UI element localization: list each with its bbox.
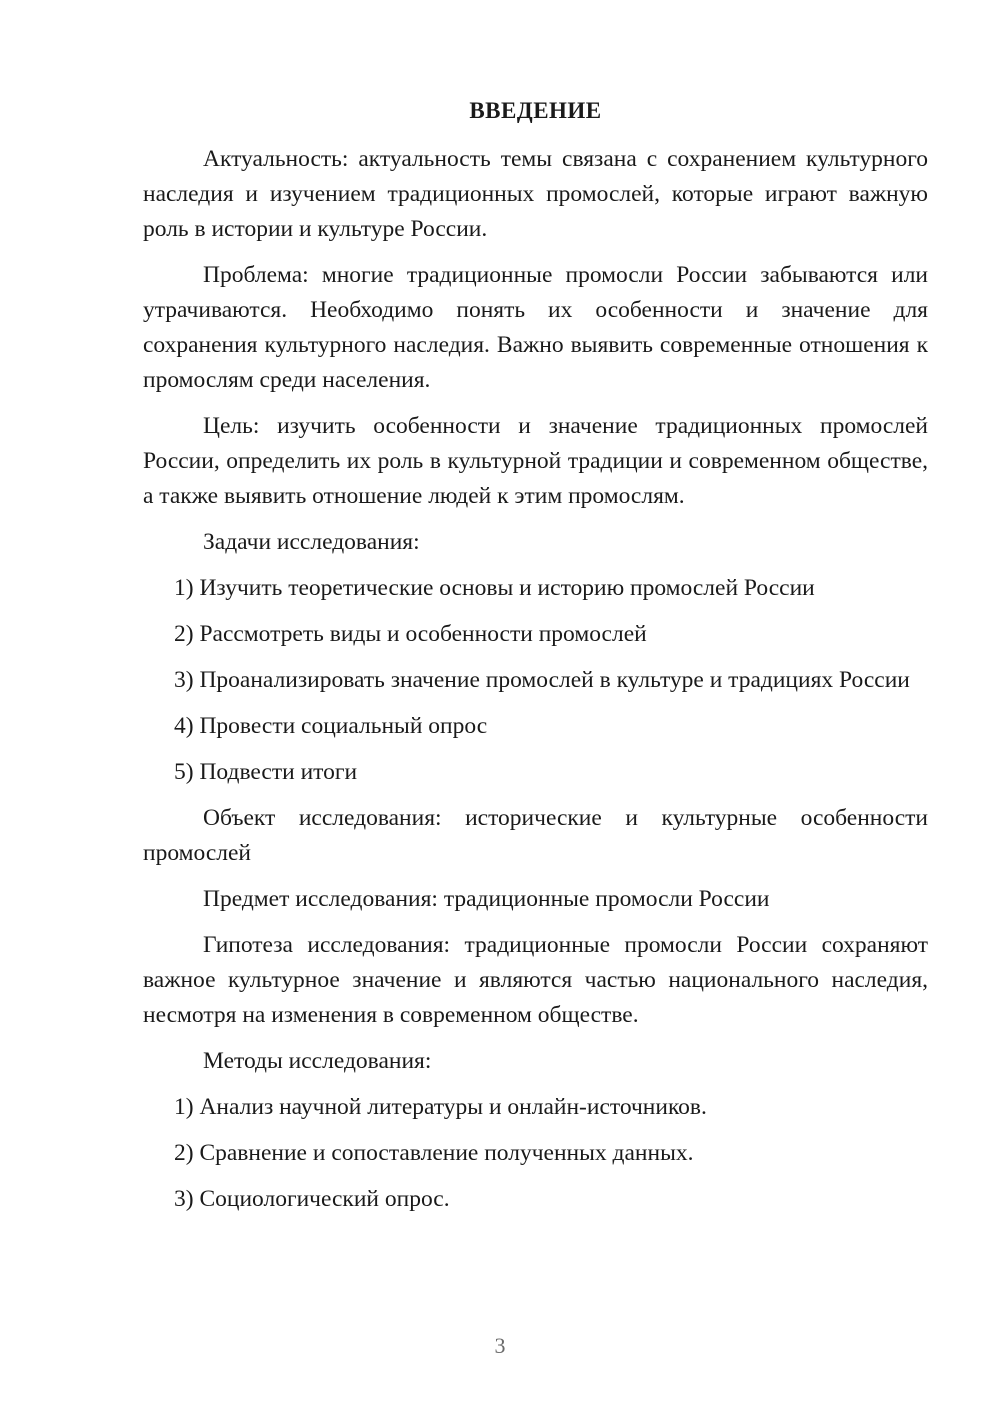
hypothesis-paragraph: Гипотеза исследования: традиционные промосли России сохраняют важное культурное значение и являются частью национального наследия, несмотря на изменения в современном обществе. — [143, 932, 928, 1028]
page-content — [143, 93, 928, 1228]
object-paragraph: Объект исследования: исторические и культурные особенности промослей — [143, 805, 928, 866]
problem-paragraph: Проблема: многие традиционные промосли России забываются или утрачиваются. Необходимо понять их особенности и значение для сохранения культурного наследия. Важно выявить современные отношения к промослям среди населения. — [143, 262, 928, 393]
task-item: 2) Рассмотреть виды и особенности промослей — [174, 621, 647, 647]
relevance-paragraph: Актуальность: актуальность темы связана с сохранением культурного наследия и изучением традиционных промослей, которые играют важную роль в истории и культуре России. — [143, 146, 928, 242]
task-item: 3) Проанализировать значение промослей в культуре и традициях России — [174, 667, 910, 693]
method-item: 1) Анализ научной литературы и онлайн-источников. — [174, 1094, 707, 1120]
methods-heading: Методы исследования: — [203, 1048, 432, 1074]
method-item: 3) Социологический опрос. — [174, 1186, 450, 1212]
tasks-heading: Задачи исследования: — [203, 529, 420, 555]
task-item: 5) Подвести итоги — [174, 759, 358, 785]
subject-paragraph: Предмет исследования: традиционные промосли России — [203, 886, 770, 912]
method-item: 2) Сравнение и сопоставление полученных данных. — [174, 1140, 694, 1166]
task-item: 4) Провести социальный опрос — [174, 713, 488, 739]
task-item: 1) Изучить теоретические основы и историю промослей России — [174, 575, 815, 601]
goal-paragraph: Цель: изучить особенности и значение традиционных промослей России, определить их роль в культурной традиции и современном обществе, а также выявить отношение людей к этим промослям. — [143, 413, 928, 509]
page-number: 3 — [494, 1333, 506, 1358]
section-heading: ВВЕДЕНИЕ — [469, 98, 602, 123]
